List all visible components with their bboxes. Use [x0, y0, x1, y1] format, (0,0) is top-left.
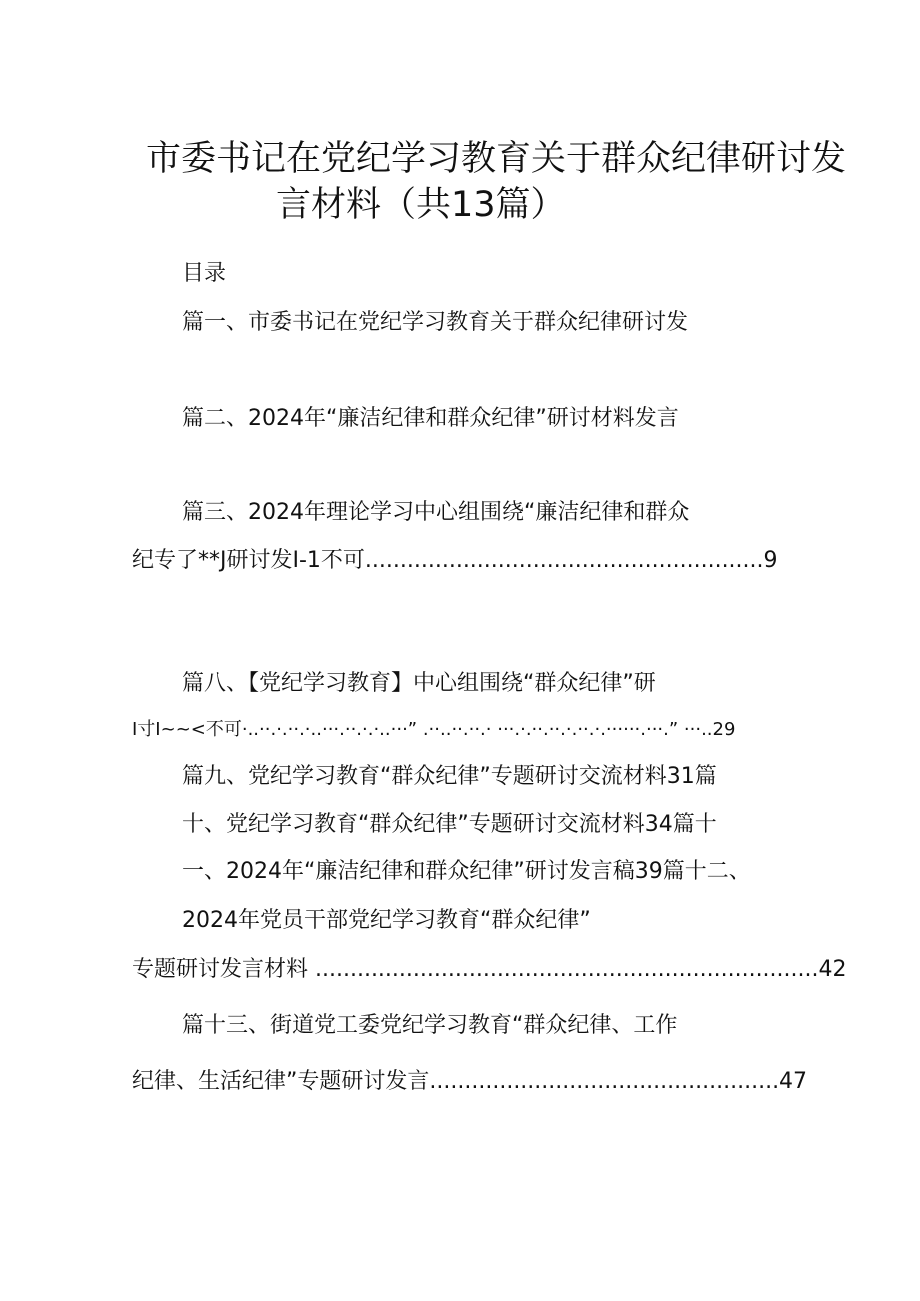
toc-entry-1: 篇一、市委书记在党纪学习教育关于群众纪律研讨发 [182, 310, 689, 335]
document-title-line-1: 市委书记在党纪学习教育关于群众纪律研讨发 [146, 139, 847, 179]
toc-entry-8: 篇八、【党纪学习教育】中心组围绕“群众纪律”研 [182, 671, 656, 696]
toc-entry-12: 2024年党员干部党纪学习教育“群众纪律” [182, 908, 591, 933]
toc-heading: 目录 [182, 261, 227, 286]
toc-entry-13: 篇十三、街道党工委党纪学习教育“群众纪律、工作 [182, 1013, 678, 1038]
toc-entry-12-continuation: 专题研讨发言材料 ........................................................................42 [132, 957, 847, 982]
toc-entry-3-continuation: 纪专了**J研讨发I-1不可.........................................................9 [132, 548, 778, 573]
toc-entry-8-continuation: I寸I~~<不可·..··.·.··.·..···.··.·.·..···” .··..··.··.· ···.·.··.··.·.··.·.······.···.” ···..29 [132, 719, 736, 740]
toc-entry-13-continuation: 纪律、生活纪律”专题研讨发言..................................................47 [132, 1069, 808, 1094]
toc-entry-3: 篇三、2024年理论学习中心组围绕“廉洁纪律和群众 [182, 500, 690, 525]
document-title-line-2: 言材料（共13篇） [276, 185, 566, 225]
toc-entry-2: 篇二、2024年“廉洁纪律和群众纪律”研讨材料发言 [182, 406, 679, 431]
toc-entry-10: 十、党纪学习教育“群众纪律”专题研讨交流材料34篇十 [182, 812, 717, 837]
toc-entry-11: 一、2024年“廉洁纪律和群众纪律”研讨发言稿39篇十二、 [182, 859, 751, 884]
toc-entry-9: 篇九、党纪学习教育“群众纪律”专题研讨交流材料31篇 [182, 764, 717, 789]
